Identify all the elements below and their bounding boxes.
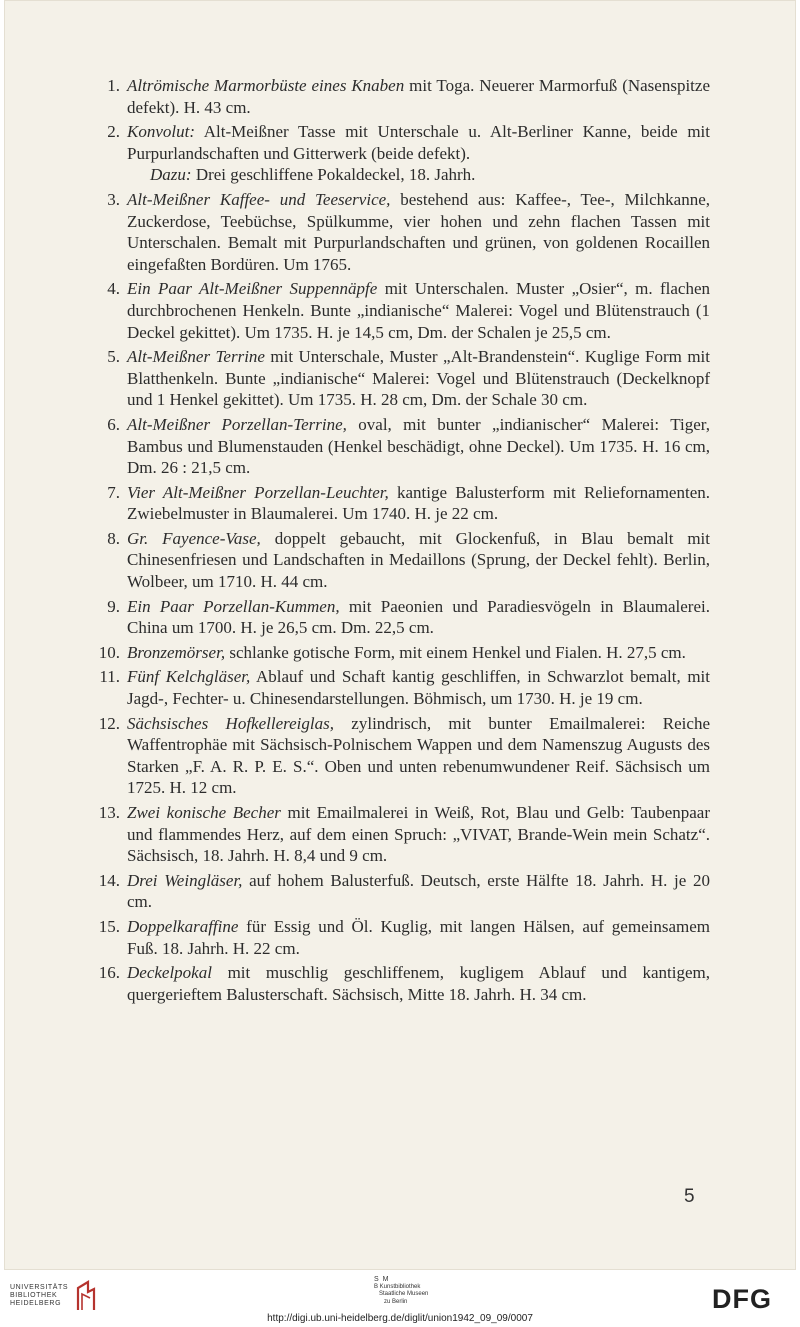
entry-number: 15. (98, 916, 120, 936)
catalog-entries (70, 75, 710, 1008)
catalog-entry (70, 414, 710, 479)
entry-title: Drei Weingläser, (127, 870, 243, 890)
entry-text: für Essig und Öl. Kuglig, mit langen Hälsen, auf gemeinsamem Fuß. 18. Jahrh. H. 22 cm. (127, 916, 710, 958)
entry-title: Zwei konische Becher (127, 803, 281, 822)
catalog-entry (70, 802, 710, 867)
university-line: UNIVERSITÄTS (10, 1284, 69, 1291)
entry-text: bestehend aus: Kaffee-, Tee-, Milchkanne, Zuckerdose, Teebüchse, Spülkumme, vier hohen und zehn flachen Tassen mit Unterschalen. Bemalt mit Purpurlandschaften und grünen, von goldenen Rocaillen eingefaßten Bordüren. Um 1765. (127, 189, 710, 274)
entry-number: 1. (107, 76, 120, 95)
university-line: BIBLIOTHEK (10, 1292, 58, 1299)
entry-text: zylindrisch, mit bunter Emailmalerei: Reiche Waffentrophäe mit Sächsisch-Polnischem Wappen und dem Namenszug Augusts des Starken „F. A. R. P. E. S.“. Oben und unten rebenumwundener Reif. Sächsisch um 1725. H. 12 cm. (127, 713, 710, 798)
staatliche-museen-logo (374, 1276, 428, 1306)
entry-number: 7. (107, 482, 120, 502)
entry-number: 8. (107, 528, 120, 548)
digitization-footer (0, 1270, 800, 1327)
entry-text: oval, mit bunter „indianischer“ Malerei: Tiger, Bambus und Blumenstauden (Henkel beschädigt, ohne Deckel). Um 1735. H. 16 cm, Dm. 26 : 21,5 cm. (127, 414, 710, 478)
entry-text: mit Unterschale, Muster „Alt-Brandenstein“. Kuglige Form mit Blatthenkeln. Bunte „indianische“ Malerei: Vogel und Blütenstrauch (Deckelknopf und 1 Henkel gekittet). Um 1735. H. 28 cm, Dm. der Schale 30 cm. (127, 347, 710, 410)
entry-title: Alt-Meißner Kaffee- und Teeservice, (127, 189, 391, 209)
catalog-entry (70, 189, 710, 275)
entry-text: schlanke gotische Form, mit einem Henkel und Fialen. H. 27,5 cm. (225, 642, 686, 662)
entry-number: 10. (98, 642, 120, 662)
entry-number: 5. (107, 347, 120, 367)
entry-title: Fünf Kelchgläser, (127, 667, 251, 687)
catalog-entry (70, 713, 710, 799)
sm-line: B Kunstbibliothek (374, 1283, 421, 1290)
entry-title: Altrömische Marmorbüste eines Knaben (127, 76, 405, 95)
entry-text: mit Unterschalen. Muster „Osier“, m. flachen durchbrochenen Henkeln. Bunte „indianische“ Malerei: Vogel und Blütenstrauch (1 Deckel gekittet). Um 1735. H. je 14,5 cm, Dm. der Schalen je 25,5 cm. (127, 279, 710, 342)
catalog-entry (70, 482, 710, 525)
permalink-url[interactable]: http://digi.ub.uni-heidelberg.de/diglit/union1942_09_09/0007 (267, 1313, 533, 1324)
entry-number: 2. (107, 122, 120, 142)
sm-mark: S M (374, 1276, 390, 1283)
catalog-entry (70, 278, 710, 343)
entry-number: 6. (107, 414, 120, 434)
entry-text: kantige Balusterform mit Reliefornamenten. Zwiebelmuster in Blaumalerei. Um 1740. H. je 22 cm. (127, 482, 710, 524)
catalog-entry (70, 870, 710, 913)
entry-number: 11. (99, 667, 120, 687)
entry-title: Ein Paar Alt-Meißner Suppennäpfe (127, 279, 378, 299)
page-number: 5 (684, 1186, 695, 1207)
university-line: HEIDELBERG (10, 1300, 62, 1307)
entry-title: Alt-Meißner Porzellan-Terrine, (127, 414, 347, 434)
entry-number: 9. (107, 596, 120, 616)
catalog-entry (70, 121, 710, 186)
entry-title: Bronzemörser, (127, 642, 226, 662)
entry-title: Konvolut: (127, 122, 195, 142)
entry-subtext: Drei geschliffene Pokaldeckel, 18. Jahrh. (191, 165, 476, 185)
entry-text: auf hohem Balusterfuß. Deutsch, erste Hälfte 18. Jahrh. H. je 20 cm. (127, 870, 710, 912)
heidelberg-logo-icon (74, 1280, 96, 1312)
entry-title: Alt-Meißner Terrine (127, 347, 265, 367)
entry-title: Gr. Fayence-Vase, (127, 528, 261, 548)
entry-title: Deckelpokal (127, 963, 212, 983)
entry-number: 3. (107, 189, 120, 209)
entry-title: Ein Paar Porzellan-Kummen, (127, 596, 340, 616)
university-library-logo[interactable] (10, 1280, 96, 1312)
entry-text: mit Paeonien und Paradiesvögeln in Blaumalerei. China um 1700. H. je 26,5 cm. Dm. 22,5 cm. (127, 596, 710, 638)
entry-title: Sächsisches Hofkellereiglas, (127, 713, 334, 733)
scanned-page (4, 0, 796, 1270)
catalog-entry (70, 75, 710, 118)
dfg-logo[interactable]: DFG (712, 1284, 772, 1314)
entry-number: 4. (107, 279, 120, 299)
entry-number: 14. (98, 870, 120, 890)
sm-line: Staatliche Museen (379, 1291, 429, 1297)
catalog-entry (70, 528, 710, 593)
catalog-entry (70, 642, 710, 664)
entry-text: mit Emailmalerei in Weiß, Rot, Blau und Gelb: Taubenpaar und flammendes Herz, auf dem einen Spruch: „VIVAT, Brande-Wein mein Schatz“. Sächsisch, 18. Jahrh. H. 8,4 und 9 cm. (127, 803, 710, 866)
entry-text: Ablauf und Schaft kantig geschliffen, in Schwarzlot bemalt, mit Jagd-, Fechter- u. Chinesendarstellungen. Böhmisch, um 1730. H. je 19 cm. (127, 667, 710, 709)
entry-number: 16. (98, 963, 120, 983)
catalog-entry (70, 666, 710, 709)
catalog-entry (70, 346, 710, 411)
entry-subtitle: Dazu: (150, 165, 192, 185)
university-name (10, 1284, 68, 1308)
entry-number: 12. (98, 713, 120, 733)
catalog-entry (70, 916, 710, 959)
entry-title: Doppelkaraffine (127, 916, 239, 936)
sm-line: zu Berlin (384, 1298, 408, 1305)
entry-text: doppelt gebaucht, mit Glockenfuß, in Blau bemalt mit Chinesenfriesen und Landschaften in Medaillons (Sprung, der Deckel fehlt). Berlin, Wolbeer, um 1710. H. 44 cm. (127, 528, 710, 592)
entry-text: mit muschlig geschliffenem, kugligem Ablauf und kantigem, quergerieftem Balusterschaft. Sächsisch, Mitte 18. Jahrh. H. 34 cm. (127, 963, 710, 1004)
catalog-entry (70, 962, 710, 1005)
entry-text: Alt-Meißner Tasse mit Unterschale u. Alt-Berliner Kanne, beide mit Purpurlandschaften und Gitterwerk (beide defekt). (127, 122, 710, 163)
catalog-entry (70, 596, 710, 639)
entry-number: 13. (98, 803, 120, 822)
entry-text: mit Toga. Neuerer Marmorfuß (Nasenspitze defekt). H. 43 cm. (127, 76, 710, 117)
entry-title: Vier Alt-Meißner Porzellan-Leuchter, (127, 482, 389, 502)
